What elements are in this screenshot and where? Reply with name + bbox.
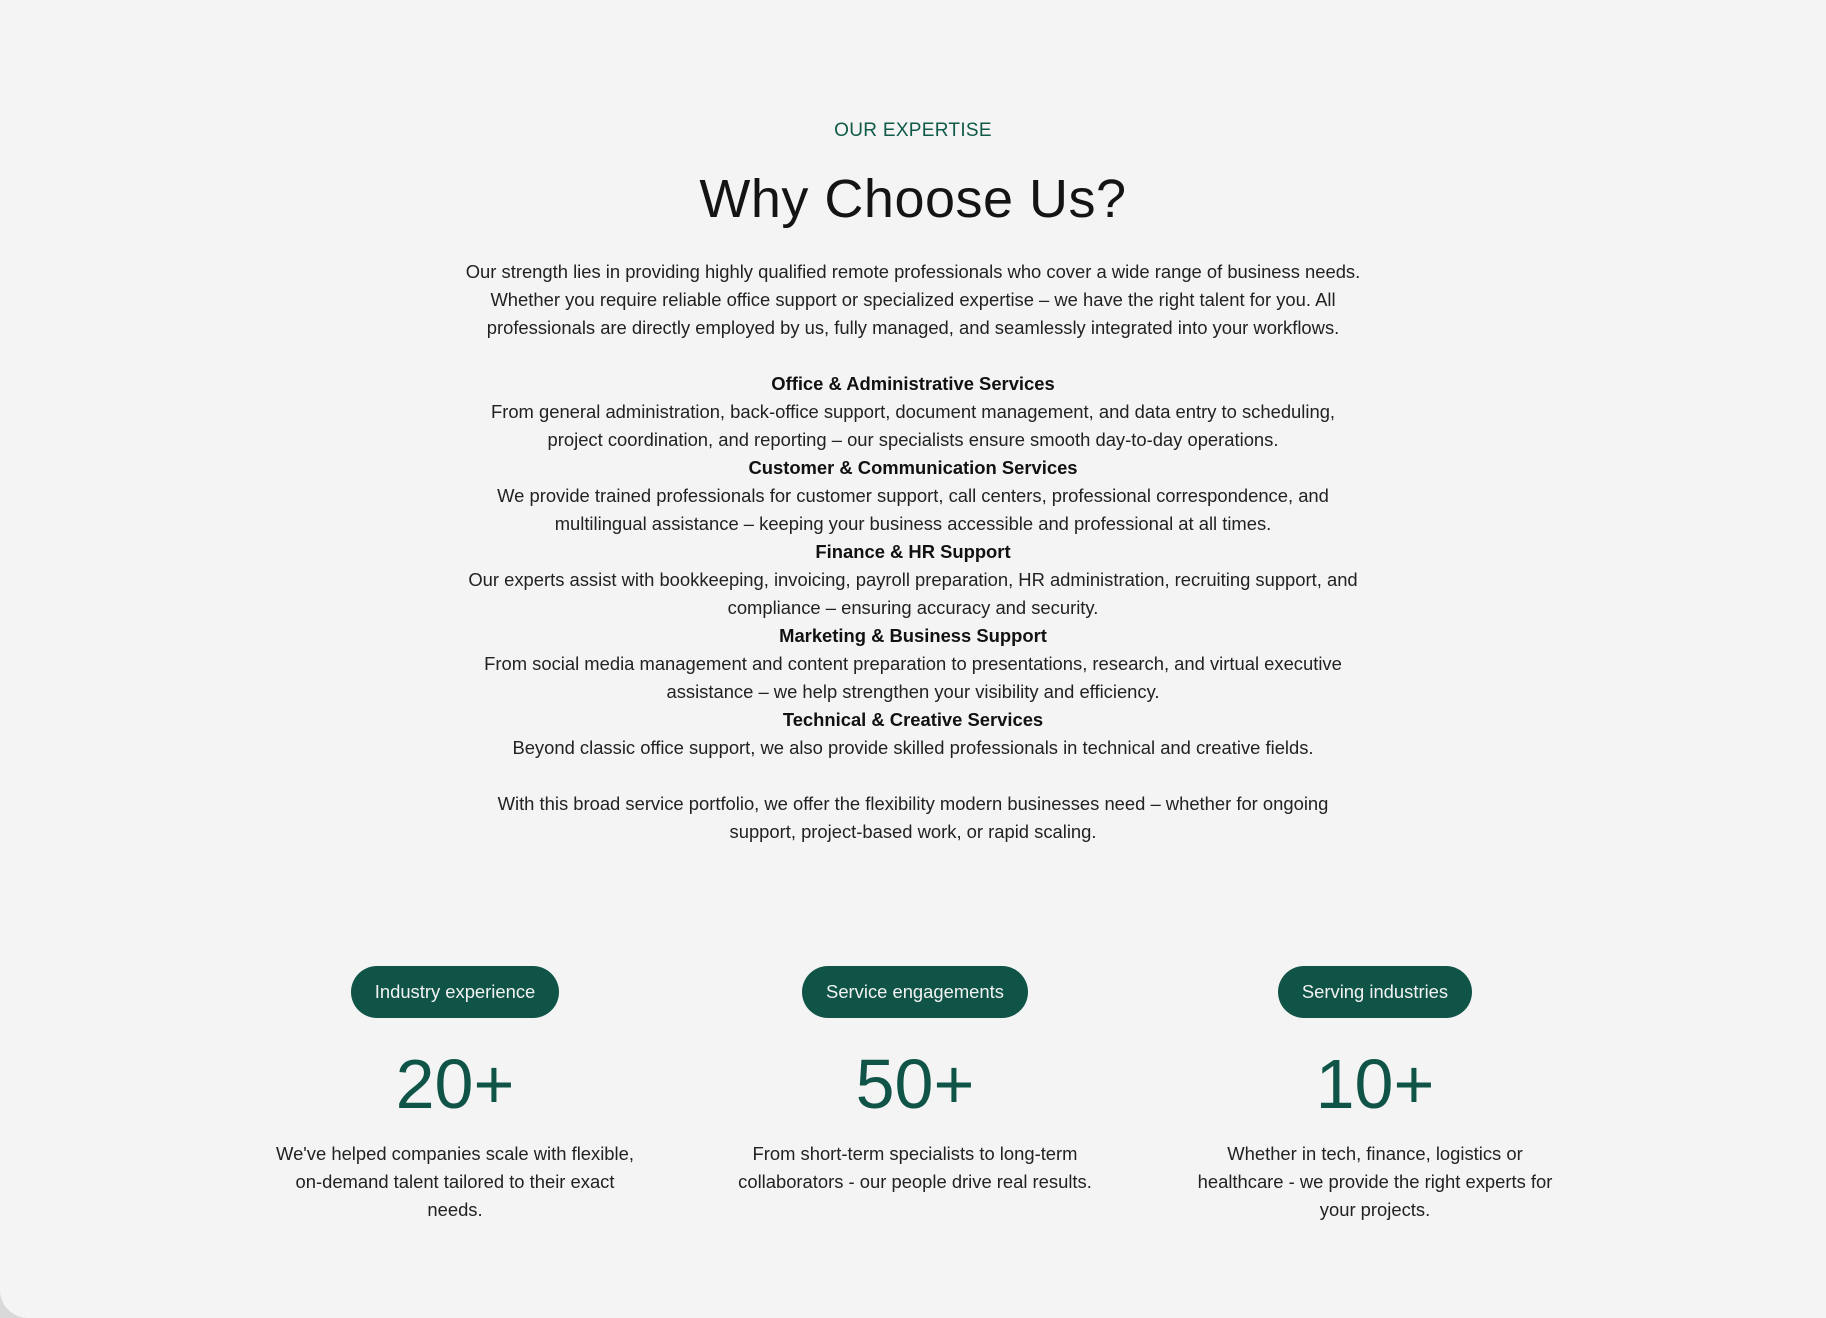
stat-pill-service-engagements[interactable]: Service engagements — [802, 966, 1028, 1018]
service-text-technical: Beyond classic office support, we also provide skilled professionals in technical and creative fields. — [512, 737, 1314, 758]
service-text-office: From general administration, back-office support, document management, and data entry to scheduling, project coordination, and reporting – our specialists ensure smooth day-to-day operations. — [490, 401, 1336, 450]
spacer — [463, 762, 1363, 790]
service-text-marketing: From social media management and content preparation to presentations, research, and virtual executive assistance – we help strengthen your visibility and efficiency. — [484, 653, 1342, 702]
section-eyebrow: OUR EXPERTISE — [834, 120, 992, 141]
stat-value: 10+ — [1315, 1045, 1435, 1123]
section-title: Why Choose Us? — [699, 169, 1127, 229]
stat-service-engagements — [725, 966, 1105, 1196]
service-text-finance: Our experts assist with bookkeeping, invoicing, payroll preparation, HR administration, recruiting support, and compliance – ensuring accuracy and security. — [468, 569, 1358, 618]
service-heading-customer: Customer & Communication Services — [748, 457, 1078, 478]
stat-serving-industries — [1185, 966, 1565, 1224]
stat-industry-experience — [265, 966, 645, 1224]
stat-pill-industry-experience[interactable]: Industry experience — [351, 966, 560, 1018]
stat-value: 20+ — [395, 1045, 515, 1123]
service-heading-office: Office & Administrative Services — [771, 373, 1055, 394]
stat-value: 50+ — [855, 1045, 975, 1123]
stat-pill-serving-industries[interactable]: Serving industries — [1278, 966, 1472, 1018]
spacer — [463, 342, 1363, 370]
service-heading-marketing: Marketing & Business Support — [779, 625, 1047, 646]
service-heading-technical: Technical & Creative Services — [782, 709, 1044, 730]
closing-paragraph: With this broad service portfolio, we offer the flexibility modern businesses need – whether for ongoing support, project-based work, or rapid scaling. — [497, 793, 1329, 842]
service-text-customer: We provide trained professionals for customer support, call centers, professional correspondence, and multilingual assistance – keeping your business accessible and professional at all times. — [497, 485, 1329, 534]
stat-description: We've helped companies scale with flexible, on-demand talent tailored to their exact needs. — [276, 1143, 634, 1220]
intro-paragraph: Our strength lies in providing highly qualified remote professionals who cover a wide range of business needs. Whether you require reliable office support or specialized expertise – we have the right talent for you. All professionals are directly employed by us, fully managed, and seamlessly integrated into your workflows. — [465, 261, 1361, 338]
service-heading-finance: Finance & HR Support — [815, 541, 1011, 562]
section-body — [463, 258, 1363, 846]
stat-description: From short-term specialists to long-term collaborators - our people drive real results. — [738, 1143, 1092, 1192]
stats-section — [0, 966, 1826, 1226]
stat-description: Whether in tech, finance, logistics or healthcare - we provide the right experts for your projects. — [1197, 1143, 1553, 1220]
